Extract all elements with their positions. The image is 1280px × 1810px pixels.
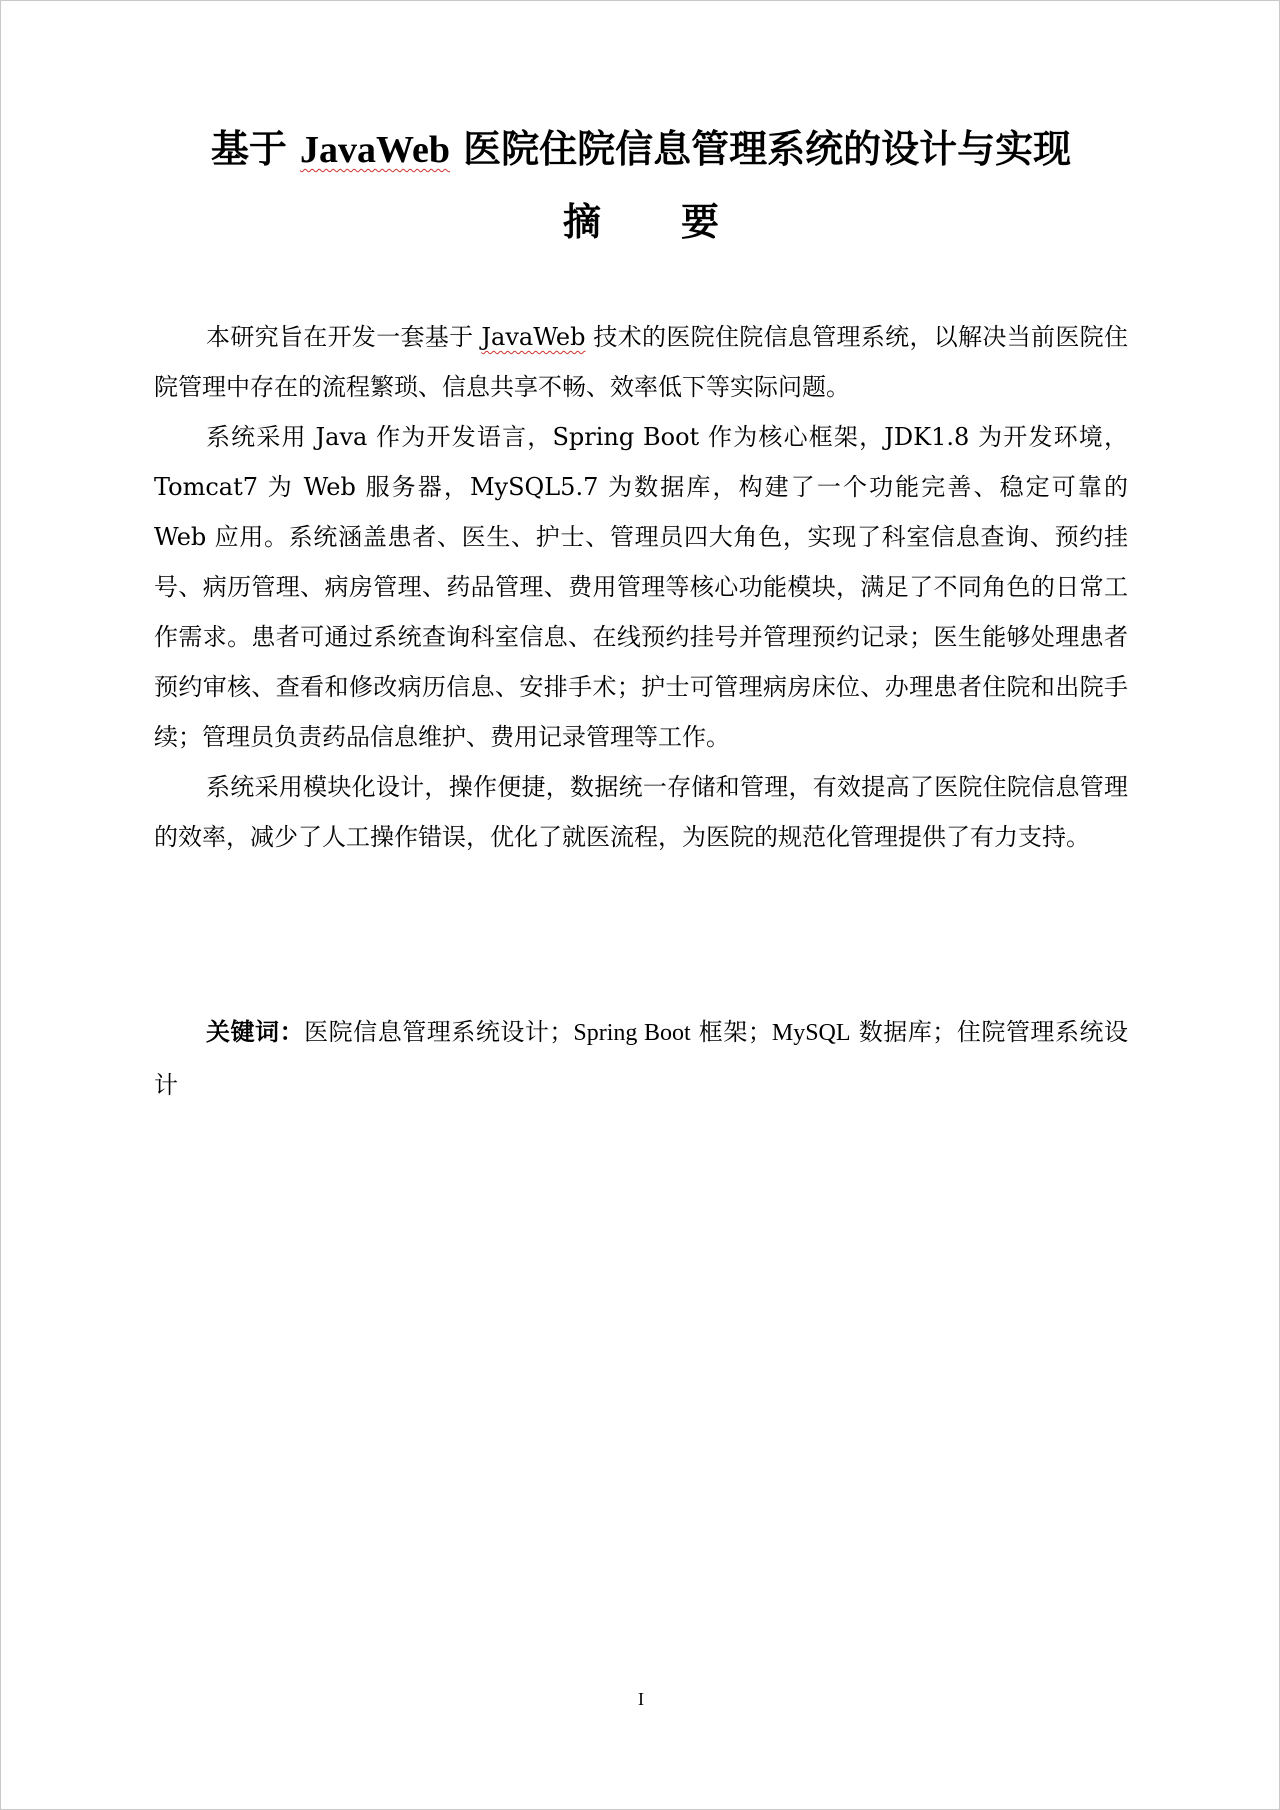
keyword-3: 数据库: [850, 1018, 933, 1046]
keyword-3-latin: MySQL: [771, 1020, 851, 1046]
keyword-1: 医院信息管理系统设计: [304, 1018, 550, 1046]
page-number: I: [638, 1689, 644, 1709]
title-suffix: 医院住院信息管理系统的设计与实现: [449, 126, 1072, 171]
keyword-4: 住院管理系统设计: [154, 1018, 1129, 1099]
title-prefix: 基于: [210, 126, 301, 171]
keywords-line: [154, 1006, 1128, 1111]
keyword-1-separator: ；: [549, 1018, 574, 1046]
paragraph-1-highlight: JavaWeb: [481, 323, 586, 351]
keyword-2-separator: ；: [747, 1018, 772, 1046]
keyword-2-latin: Spring Boot: [573, 1020, 691, 1046]
thesis-title: [1, 119, 1280, 180]
abstract-body: [154, 312, 1128, 862]
paragraph-1-before: 本研究旨在开发一套基于: [206, 323, 482, 351]
abstract-paragraph-2: 系统采用 Java 作为开发语言，Spring Boot 作为核心框架，JDK1.8 为开发环境，Tomcat7 为 Web 服务器，MySQL5.7 为数据库，构建了一个功能完善、稳定可靠的 Web 应用。系统涵盖患者、医生、护士、管理员四大角色，实现了科室信息查询、预约挂号、病历管理、病房管理、药品管理、费用管理等核心功能模块，满足了不同角色的日常工作需求。患者可通过系统查询科室信息、在线预约挂号并管理预约记录；医生能够处理患者预约审核、查看和修改病历信息、安排手术；护士可管理病房床位、办理患者住院和出院手续；管理员负责药品信息维护、费用记录管理等工作。: [154, 423, 1128, 751]
abstract-paragraph-3: 系统采用模块化设计，操作便捷，数据统一存储和管理，有效提高了医院住院信息管理的效率，减少了人工操作错误，优化了就医流程，为医院的规范化管理提供了有力支持。: [154, 773, 1128, 851]
title-highlight: JavaWeb: [300, 129, 450, 171]
paragraph-1-after: 技术的医院住院信息管理系统，以解决当前医院住院管理中存在的流程繁琐、信息共享不畅、效率低下等实际问题。: [154, 323, 1128, 401]
keywords-label: 关键词：: [206, 1018, 305, 1046]
abstract-paragraph-1: [154, 312, 1128, 412]
abstract-heading: 摘要: [562, 199, 799, 244]
keyword-3-separator: ；: [932, 1018, 957, 1046]
keyword-2: 框架: [690, 1018, 748, 1046]
